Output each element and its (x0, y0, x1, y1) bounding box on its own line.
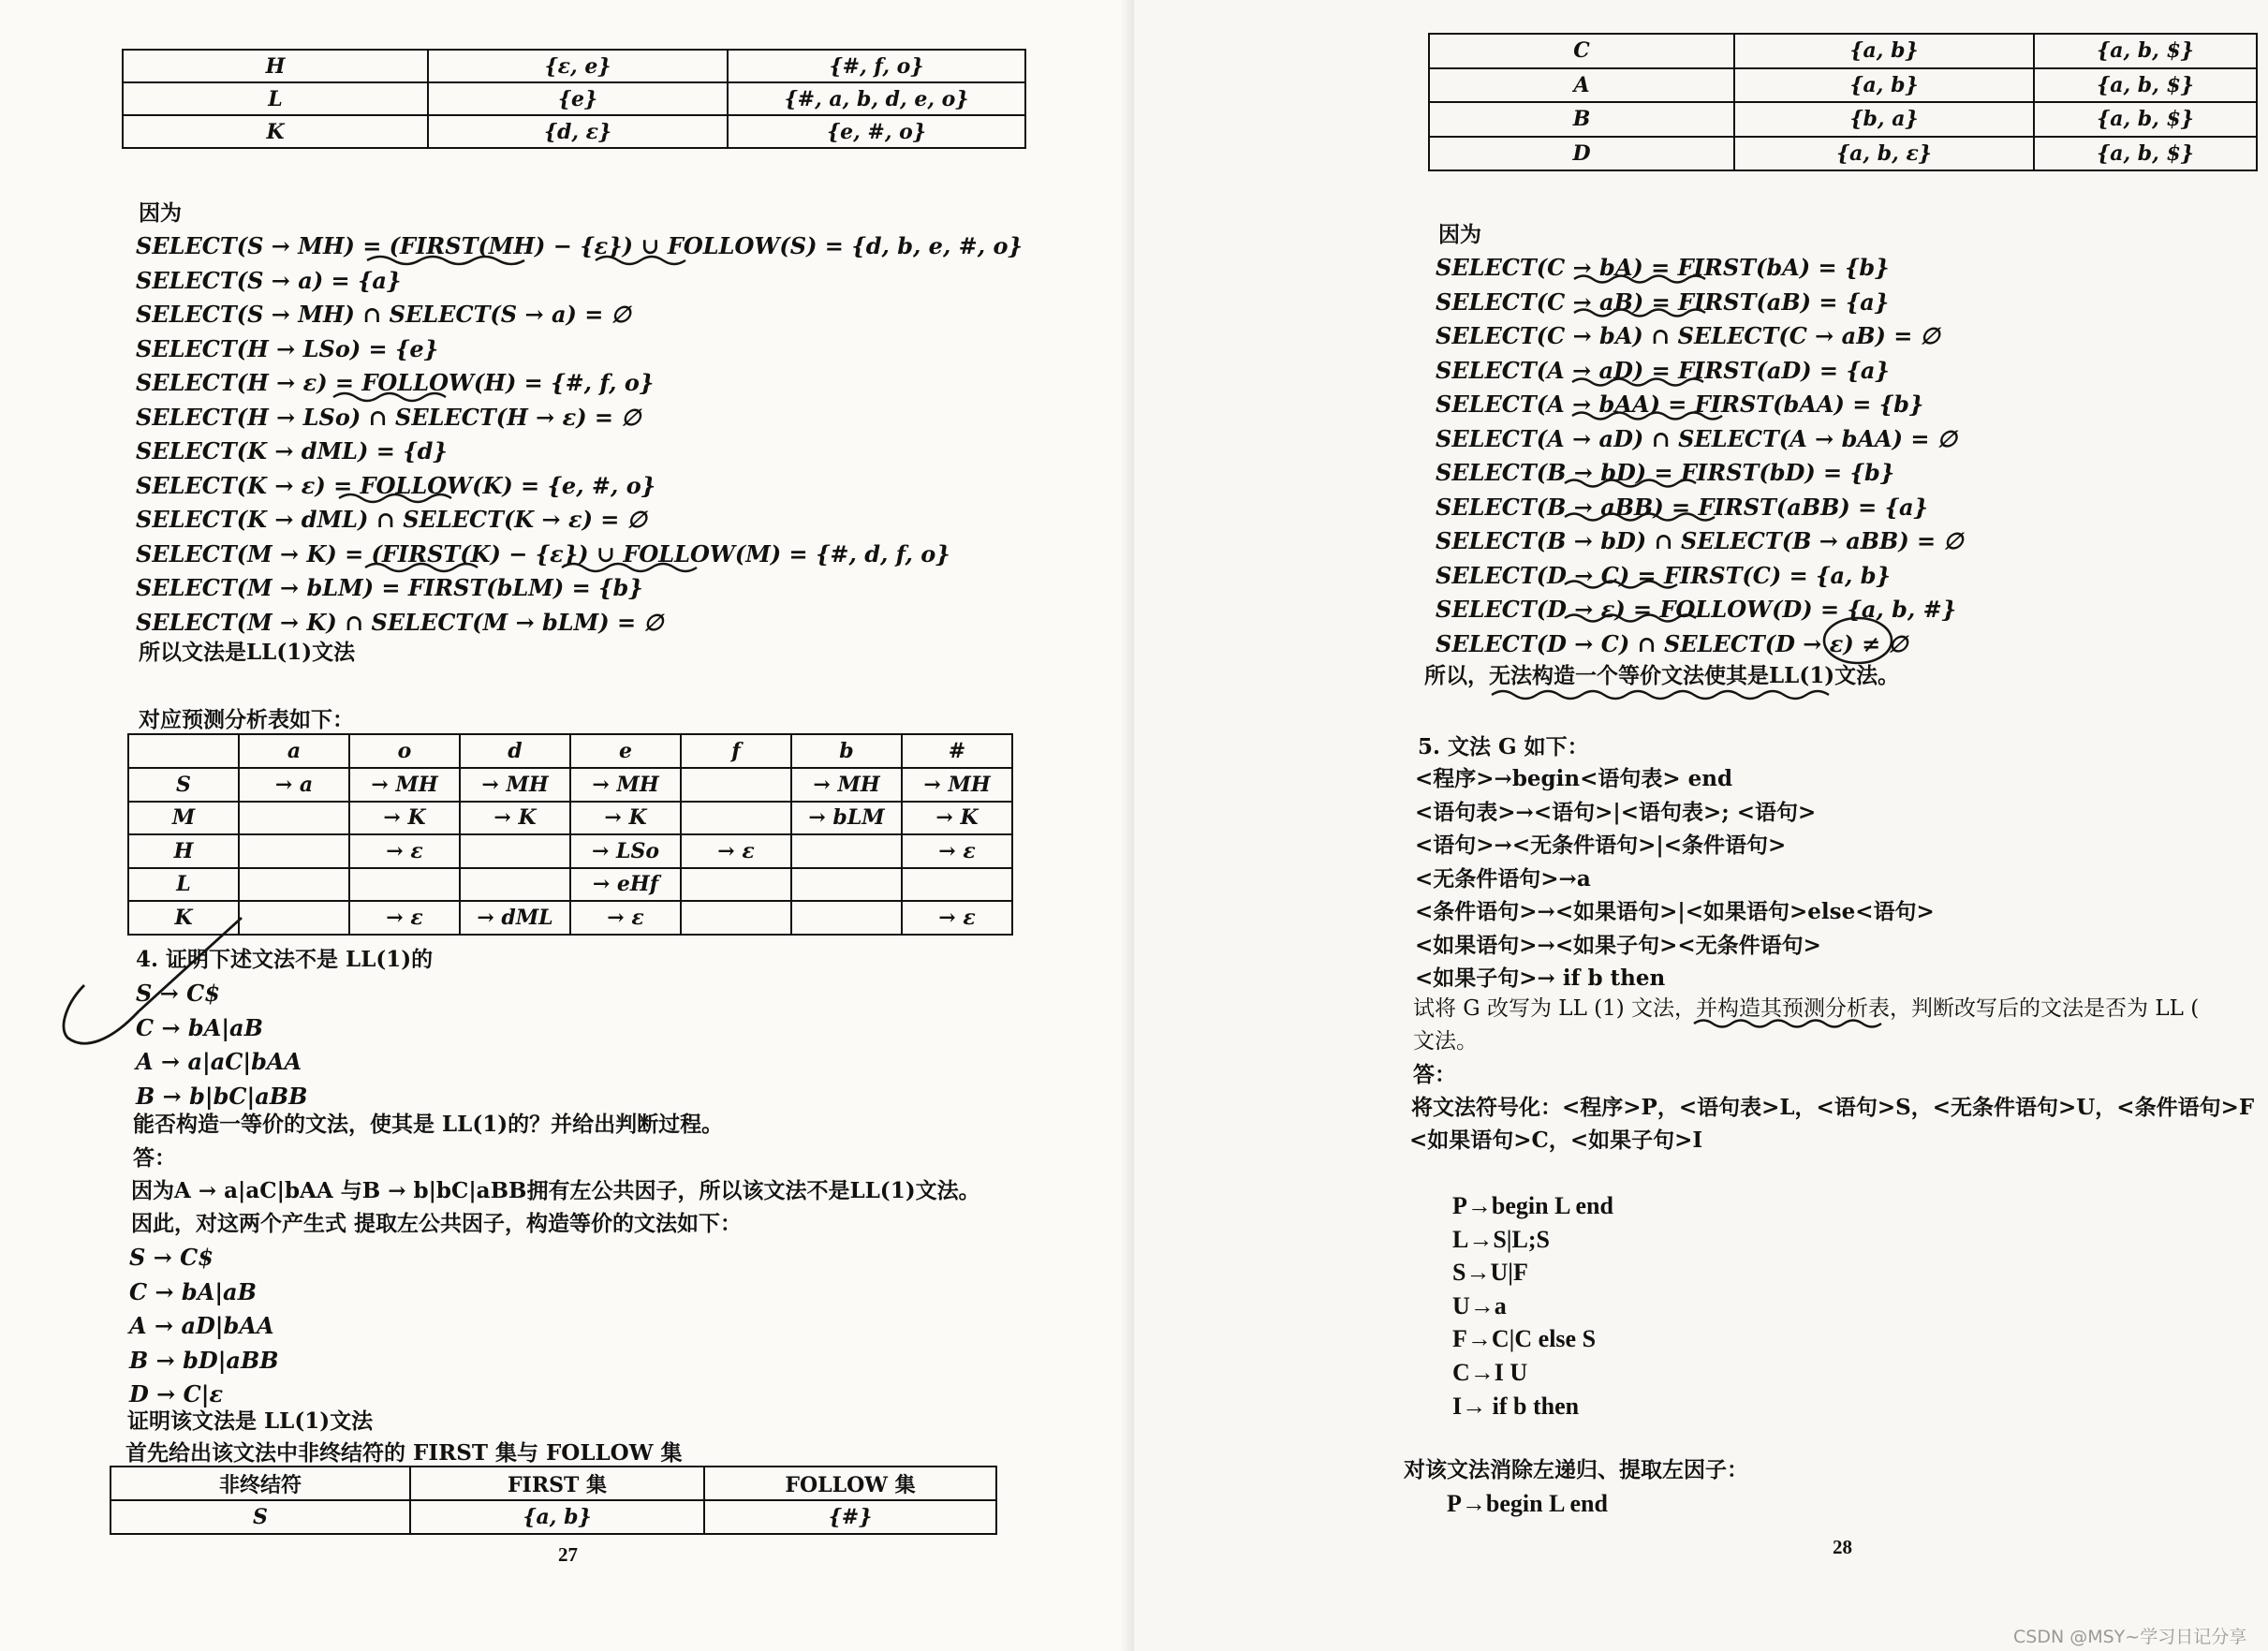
table-cell: {a, b, $} (2034, 137, 2257, 171)
select-line: SELECT(K → dML) = {d} (136, 437, 448, 464)
table-header-cell: 非终结符 (110, 1467, 410, 1500)
eliminate-first: P→begin L end (1447, 1490, 1608, 1517)
table-cell: {a, b} (410, 1500, 704, 1534)
watermark: CSDN @MSY~学习日记分享 (2013, 1627, 2247, 1647)
select-line: SELECT(B → bD) = FIRST(bD) = {b} (1436, 459, 1895, 486)
q4-answer-2: 因此，对这两个产生式 提取左公共因子，构造等价的文法如下： (131, 1211, 743, 1236)
right-select-list (1436, 251, 1963, 661)
table-cell: {e, #, o} (728, 115, 1025, 148)
right-top-table (1428, 33, 2258, 171)
table-cell: → MH (349, 768, 460, 802)
grammar-production: <条件语句>→<如果语句>|<如果语句>else<语句> (1415, 899, 1935, 924)
grammar-production: <语句>→<无条件语句>|<条件语句> (1415, 833, 1787, 858)
table-row (123, 82, 1025, 115)
grammar-production: F→C|C else S (1452, 1325, 1597, 1353)
select-line: SELECT(D → C) ∩ SELECT(D → ε) ≠ ∅ (1436, 629, 1908, 657)
grammar-production: <无条件语句>→a (1415, 865, 1591, 892)
select-line: SELECT(M → K) = (FIRST(K) − {ε}) ∪ FOLLOW(M) = {#, d, f, o} (136, 539, 950, 568)
table-cell: → dML (460, 901, 570, 935)
left-top-table (122, 49, 1026, 149)
q4-question: 能否构造一等价的文法，使其是 LL(1)的？并给出判断过程。 (133, 1112, 724, 1137)
table-row (110, 1500, 996, 1534)
select-line: SELECT(S → a) = {a} (136, 266, 402, 294)
select-line: SELECT(C → bA) = FIRST(bA) = {b} (1436, 254, 1890, 281)
select-line: SELECT(S → MH) ∩ SELECT(S → a) = ∅ (136, 301, 631, 328)
table-cell: → K (349, 802, 460, 835)
table-row (1429, 102, 2257, 137)
q4-answer-1: 因为A → a|aC|bAA 与B → b|bC|aBB拥有左公共因子，所以该文法不是LL(1)文法。 (131, 1178, 980, 1203)
right-page-number: 28 (1833, 1536, 1852, 1558)
select-line: SELECT(C → aB) = FIRST(aB) = {a} (1436, 287, 1890, 316)
grammar-production: I→ if b then (1452, 1392, 1580, 1420)
q5-question-1: 试将 G 改写为 LL (1) 文法，并构造其预测分析表，判断改写后的文法是否为 LL ( (1413, 996, 2200, 1021)
grammar-production: S→U|F (1452, 1259, 1528, 1287)
table-cell: → MH (460, 768, 570, 802)
grammar-production: B → b|bC|aBB (136, 1082, 308, 1110)
table-cell: → ε (349, 901, 460, 935)
grammar-production: B → bD|aBB (129, 1346, 279, 1374)
grammar-production: <如果语句>→<如果子句><无条件语句> (1415, 932, 1821, 958)
table-cell: {a, b} (1734, 68, 2034, 103)
grammar-production: A → a|aC|bAA (136, 1048, 302, 1075)
table-header-row (110, 1467, 996, 1500)
table-cell (791, 868, 902, 902)
select-line: SELECT(C → bA) ∩ SELECT(C → aB) = ∅ (1436, 322, 1940, 349)
table-cell: → ε (570, 901, 681, 935)
table-cell: {d, ε} (428, 115, 728, 148)
table-cell: → K (902, 802, 1012, 835)
q5-title: 5. 文法 G 如下： (1418, 734, 1589, 759)
grammar-production: C→I U (1452, 1358, 1528, 1386)
table-cell: M (128, 802, 239, 835)
grammar-production: C → bA|aB (129, 1277, 257, 1305)
left-select-list (136, 229, 1023, 640)
select-line: SELECT(H → ε) = FOLLOW(H) = {#, f, o} (136, 369, 655, 396)
select-line: SELECT(B → aBB) = FIRST(aBB) = {a} (1436, 493, 1928, 521)
table-header-cell (128, 734, 239, 768)
grammar-production: D → C|ε (129, 1380, 224, 1408)
right-answer-label: 答： (1413, 1062, 1456, 1087)
table-cell: → K (570, 802, 681, 835)
answer-label: 答： (133, 1145, 176, 1171)
table-cell (460, 834, 570, 868)
table-header-cell: FIRST 集 (410, 1467, 704, 1500)
table-header-cell: e (570, 734, 681, 768)
table-cell: S (110, 1500, 410, 1534)
table-row (128, 868, 1012, 902)
table-cell: K (123, 115, 428, 148)
table-cell: L (123, 82, 428, 115)
select-line: SELECT(D → ε) = FOLLOW(D) = {a, b, #} (1436, 596, 1957, 623)
because-label: 因为 (139, 200, 182, 226)
symbol-grammar (1452, 1189, 1613, 1423)
table-cell: → LSo (570, 834, 681, 868)
table-header-cell: o (349, 734, 460, 768)
table-cell: → ε (902, 901, 1012, 935)
table-cell: → eHf (570, 868, 681, 902)
q4-first-follow-intro: 首先给出该文法中非终结符的 FIRST 集与 FOLLOW 集 (125, 1440, 683, 1466)
right-because-label: 因为 (1438, 222, 1481, 247)
grammar-production: <程序>→begin<语句表> end (1415, 766, 1733, 791)
table-cell (239, 901, 349, 935)
table-row (128, 802, 1012, 835)
table-row (1429, 68, 2257, 103)
table-cell (349, 868, 460, 902)
table-row (1429, 34, 2257, 68)
symbolize-1: 将文法符号化：<程序>P，<语句表>L，<语句>S，<无条件语句>U，<条件语句>F (1411, 1095, 2255, 1120)
eliminate-intro: 对该文法消除左递归、提取左因子： (1404, 1457, 1748, 1482)
table-cell: {a, b} (1734, 34, 2034, 68)
table-cell: {a, b, $} (2034, 34, 2257, 68)
table-cell: → MH (570, 768, 681, 802)
table-row (1429, 137, 2257, 171)
table-cell: S (128, 768, 239, 802)
grammar-production: S → C$ (136, 980, 220, 1007)
right-page (1134, 0, 2268, 1651)
table-cell: K (128, 901, 239, 935)
table-cell: H (123, 50, 428, 82)
first-follow-table (110, 1466, 997, 1535)
table-cell: B (1429, 102, 1734, 137)
table-cell (239, 868, 349, 902)
table-cell: → MH (902, 768, 1012, 802)
select-line: SELECT(M → K) ∩ SELECT(M → bLM) = ∅ (136, 608, 664, 636)
table-cell: D (1429, 137, 1734, 171)
table-cell: L (128, 868, 239, 902)
table-header-cell: f (681, 734, 791, 768)
table-cell: {ε, e} (428, 50, 728, 82)
table-header-cell: FOLLOW 集 (704, 1467, 996, 1500)
table-cell (460, 868, 570, 902)
table-cell: → K (460, 802, 570, 835)
table-header-row (128, 734, 1012, 768)
table-header-cell: b (791, 734, 902, 768)
table-cell: → a (239, 768, 349, 802)
table-cell: → ε (902, 834, 1012, 868)
right-conclusion: 所以，无法构造一个等价文法使其是LL(1)文法。 (1424, 663, 1900, 688)
table-row (128, 768, 1012, 802)
q5-question-2: 文法。 (1413, 1029, 1478, 1054)
table-header-cell: a (239, 734, 349, 768)
predict-table-intro: 对应预测分析表如下： (139, 707, 354, 732)
table-cell: {a, b, $} (2034, 102, 2257, 137)
select-line: SELECT(A → aD) ∩ SELECT(A → bAA) = ∅ (1436, 424, 1957, 452)
q4-title: 4. 证明下述文法不是 LL(1)的 (136, 947, 434, 972)
select-line: SELECT(A → bAA) = FIRST(bAA) = {b} (1436, 391, 1924, 418)
table-cell: → ε (349, 834, 460, 868)
table-header-cell: d (460, 734, 570, 768)
left-conclusion: 所以文法是LL(1)文法 (139, 640, 356, 665)
grammar-production: <如果子句>→ if b then (1415, 966, 1666, 991)
table-cell (681, 868, 791, 902)
select-line: SELECT(M → bLM) = FIRST(bLM) = {b} (136, 574, 643, 601)
table-cell (239, 834, 349, 868)
q4-new-grammar (129, 1241, 279, 1412)
table-cell: {a, b, $} (2034, 68, 2257, 103)
q4-prove: 证明该文法是 LL(1)文法 (127, 1408, 374, 1434)
select-line: SELECT(K → ε) = FOLLOW(K) = {e, #, o} (136, 471, 656, 499)
select-line: SELECT(H → LSo) = {e} (136, 334, 439, 362)
grammar-production: C → bA|aB (136, 1013, 263, 1041)
grammar-production: P→begin L end (1452, 1192, 1613, 1219)
table-cell (681, 768, 791, 802)
grammar-production: U→a (1452, 1291, 1507, 1319)
table-cell: {e} (428, 82, 728, 115)
table-header-cell: # (902, 734, 1012, 768)
table-cell: → bLM (791, 802, 902, 835)
grammar-production: L→S|L;S (1452, 1225, 1550, 1253)
q5-grammar (1415, 762, 1935, 995)
q4-grammar (136, 977, 307, 1113)
table-cell: {#, f, o} (728, 50, 1025, 82)
table-cell: H (128, 834, 239, 868)
symbolize-2: <如果语句>C，<如果子句>I (1409, 1128, 1703, 1153)
select-line: SELECT(B → bD) ∩ SELECT(B → aBB) = ∅ (1436, 527, 1964, 554)
select-line: SELECT(D → C) = FIRST(C) = {a, b} (1436, 561, 1891, 589)
table-cell: {#, a, b, d, e, o} (728, 82, 1025, 115)
table-cell (681, 901, 791, 935)
table-row (128, 901, 1012, 935)
table-cell (791, 901, 902, 935)
table-cell: {b, a} (1734, 102, 2034, 137)
table-cell (681, 802, 791, 835)
table-cell (239, 802, 349, 835)
table-cell: {a, b, ε} (1734, 137, 2034, 171)
table-cell (902, 868, 1012, 902)
select-line: SELECT(A → aD) = FIRST(aD) = {a} (1436, 356, 1890, 384)
table-cell: {#} (704, 1500, 996, 1534)
predict-table (127, 733, 1013, 936)
table-cell: C (1429, 34, 1734, 68)
table-row (128, 834, 1012, 868)
grammar-production: S → C$ (129, 1244, 214, 1271)
select-line: SELECT(S → MH) = (FIRST(MH) − {ε}) ∪ FOLLOW(S) = {d, b, e, #, o} (136, 232, 1023, 259)
table-cell: → ε (681, 834, 791, 868)
grammar-production: A → aD|bAA (129, 1312, 274, 1339)
left-page-number: 27 (558, 1543, 578, 1566)
select-line: SELECT(H → LSo) ∩ SELECT(H → ε) = ∅ (136, 403, 641, 431)
select-line: SELECT(K → dML) ∩ SELECT(K → ε) = ∅ (136, 506, 647, 533)
table-cell (791, 834, 902, 868)
table-row (123, 115, 1025, 148)
grammar-production: <语句表>→<语句>|<语句表>; <语句> (1415, 799, 1817, 825)
table-cell: A (1429, 68, 1734, 103)
table-row (123, 50, 1025, 82)
table-cell: → MH (791, 768, 902, 802)
